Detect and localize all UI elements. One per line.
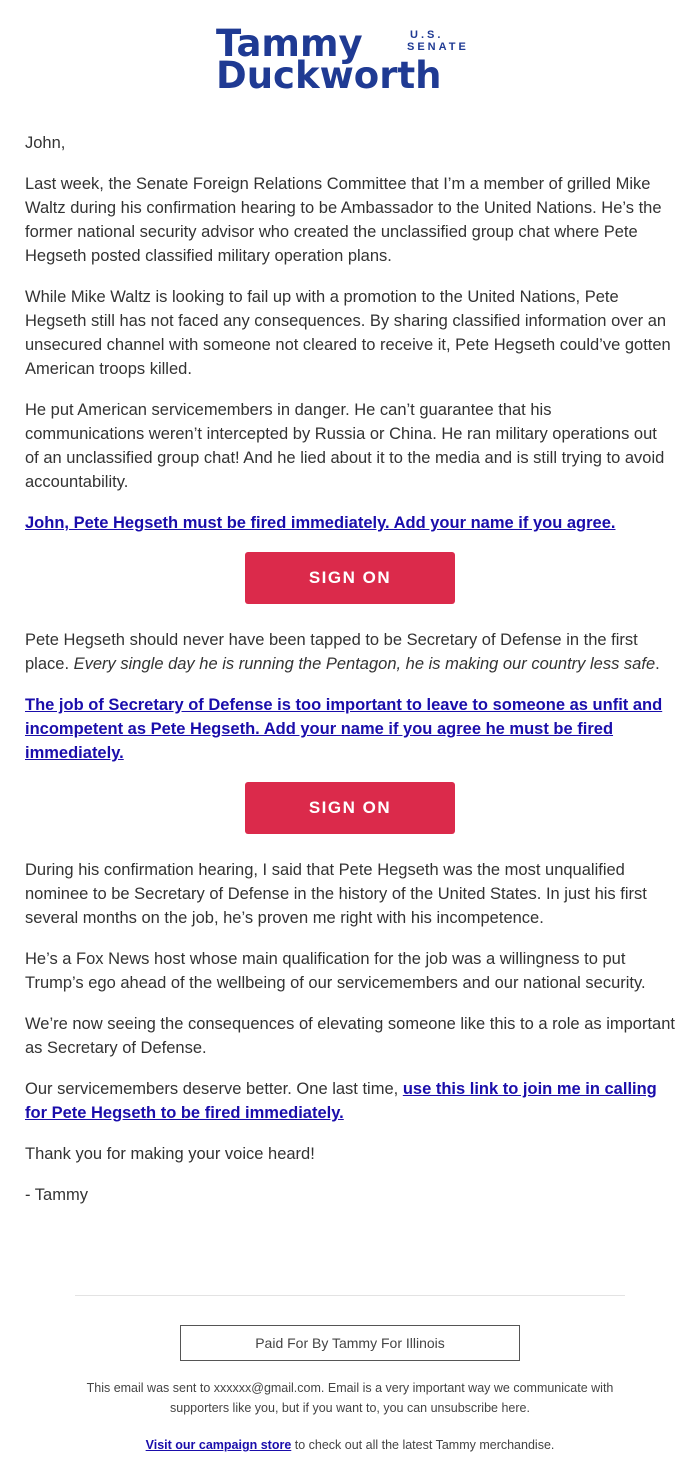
- paragraph-8: [25, 1077, 675, 1125]
- tammy-duckworth-logo: [0, 22, 700, 97]
- paragraph-4: [25, 628, 675, 676]
- button-row-1: [25, 552, 675, 604]
- footer-email: xxxxxx@gmail.com: [213, 1381, 321, 1395]
- paragraph-4-end: .: [655, 655, 660, 673]
- letter-body: [25, 131, 675, 1224]
- logo-last-name: Duckworth: [216, 54, 442, 97]
- paragraph-3: He put American servicemembers in danger. He can’t guarantee that his communications weren’t intercepted by Russia or China. He ran military operations out of an unclassified group chat! And he lied about it to the media and is still trying to avoid accountability.: [25, 401, 665, 491]
- paragraph-4-plain: Pete Hegseth should never have been tapped to be Secretary of Defense in the first place.: [25, 631, 638, 673]
- logo-first-name: Tammy: [216, 22, 363, 65]
- logo-senate: SENATE: [407, 41, 469, 53]
- footer-store-text: [75, 1435, 625, 1455]
- footer-sent-prefix: This email was sent to: [86, 1381, 214, 1395]
- campaign-store-link[interactable]: Visit our campaign store: [145, 1438, 292, 1452]
- paragraph-1: Last week, the Senate Foreign Relations Committee that I’m a member of grilled Mike Waltz during his confirmation hearing to be Ambassador to the United Nations. He’s the former national security advisor who created the unclassified group chat where Pete Hegseth posted classified military operation plans.: [25, 175, 662, 265]
- petition-link-3[interactable]: use this link to join me in calling for Pete Hegseth to be fired immediately.: [25, 1080, 657, 1122]
- cta-paragraph-1: [25, 511, 675, 535]
- paragraph-6: He’s a Fox News host whose main qualification for the job was a willingness to put Trump’s ego ahead of the wellbeing of our servicemembers and our national security.: [25, 950, 646, 992]
- sign-on-button-2[interactable]: SIGN ON: [245, 782, 455, 834]
- paragraph-2: While Mike Waltz is looking to fail up with a promotion to the United Nations, Pete Hegseth still has not faced any consequences. By sharing classified information over an unsecured channel with someone not cleared to receive it, Pete Hegseth could’ve gotten American troops killed.: [25, 288, 671, 378]
- sign-on-button-1[interactable]: SIGN ON: [245, 552, 455, 604]
- paragraph-8-plain: Our servicemembers deserve better. One last time,: [25, 1080, 403, 1098]
- cta-paragraph-2: [25, 693, 675, 765]
- footer-divider: [75, 1295, 625, 1296]
- petition-link-1[interactable]: John, Pete Hegseth must be fired immediately. Add your name if you agree.: [25, 514, 616, 532]
- paragraph-7: We’re now seeing the consequences of elevating someone like this to a role as important as Secretary of Defense.: [25, 1015, 675, 1057]
- footer-unsubscribe-text: [75, 1378, 625, 1418]
- footer-store-suffix: to check out all the latest Tammy merchandise.: [291, 1438, 555, 1452]
- signoff: - Tammy: [25, 1186, 88, 1204]
- paid-for-disclaimer: Paid For By Tammy For Illinois: [180, 1325, 520, 1361]
- paragraph-4-italic: Every single day he is running the Pentagon, he is making our country less safe: [73, 655, 656, 673]
- greeting: John,: [25, 134, 66, 152]
- paragraph-9: Thank you for making your voice heard!: [25, 1145, 315, 1163]
- button-row-2: [25, 782, 675, 834]
- paragraph-5: During his confirmation hearing, I said that Pete Hegseth was the most unqualified nominee to be Secretary of Defense in the history of the United States. In just his first several months on the job, he’s proven me right with his incompetence.: [25, 861, 647, 927]
- petition-link-2[interactable]: The job of Secretary of Defense is too important to leave to someone as unfit and incompetent as Pete Hegseth. Add your name if you agree he must be fired immediately.: [25, 696, 663, 762]
- logo-us: U.S.: [410, 29, 444, 41]
- footer-sent-suffix[interactable]: . Email is a very important way we communicate with supporters like you, but if you want to, you can unsubscribe here.: [170, 1381, 614, 1415]
